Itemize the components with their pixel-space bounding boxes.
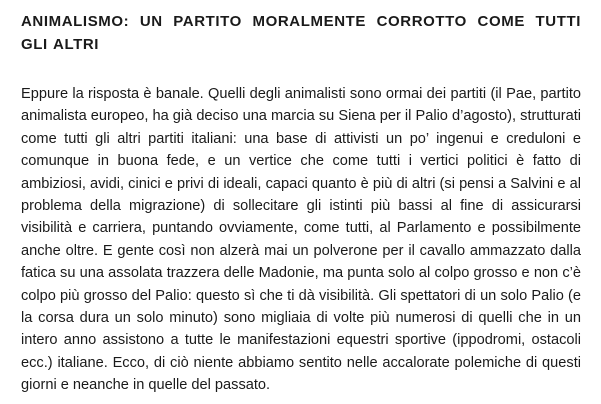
article-paragraph: Eppure la risposta è banale. Quelli degli animalisti sono ormai dei partiti (il Pae, partito animalista europeo, ha già deciso una marcia su Siena per il Palio d’agosto), strutturati come tutti gli altri partiti italiani: una base di attivisti un po’ ingenui e creduloni e comunque in buona fede, e un vertice che come tutti i vertici politici è fatto di ambiziosi, avidi, cinici e privi di ideali, capaci quanto è più di altri (si pensi a Salvini e al problema della migrazione) di sollecitare gli istinti più bassi al fine di assicurarsi visibilità e carriera, puntando ovviamente, come tutti, al Parlamento e possibilmente anche oltre. E gente così non alzerà mai un polverone per il cavallo ammazzato dalla fatica su una assolata trazzera delle Madonie, ma punta solo al colpo grosso e non c’è colpo più grosso del Palio: questo sì che ti dà visibilità. Gli spettatori di un solo Palio (e la corsa dura un solo minuto) sono migliaia di volte più numerosi di quelli che in un intero anno assistono a tutte le manifestazioni equestri sportive (ippodromi, ostacoli ecc.) italiane. Ecco, di ciò niente abbiamo sentito nelle accalorate polemiche di questi giorni e neanche in quelle del passato. [21, 86, 581, 394]
article-heading: ANIMALISMO: UN PARTITO MORALMENTE CORROTTO COME TUTTI GLI ALTRI [21, 13, 581, 53]
article [21, 10, 581, 397]
